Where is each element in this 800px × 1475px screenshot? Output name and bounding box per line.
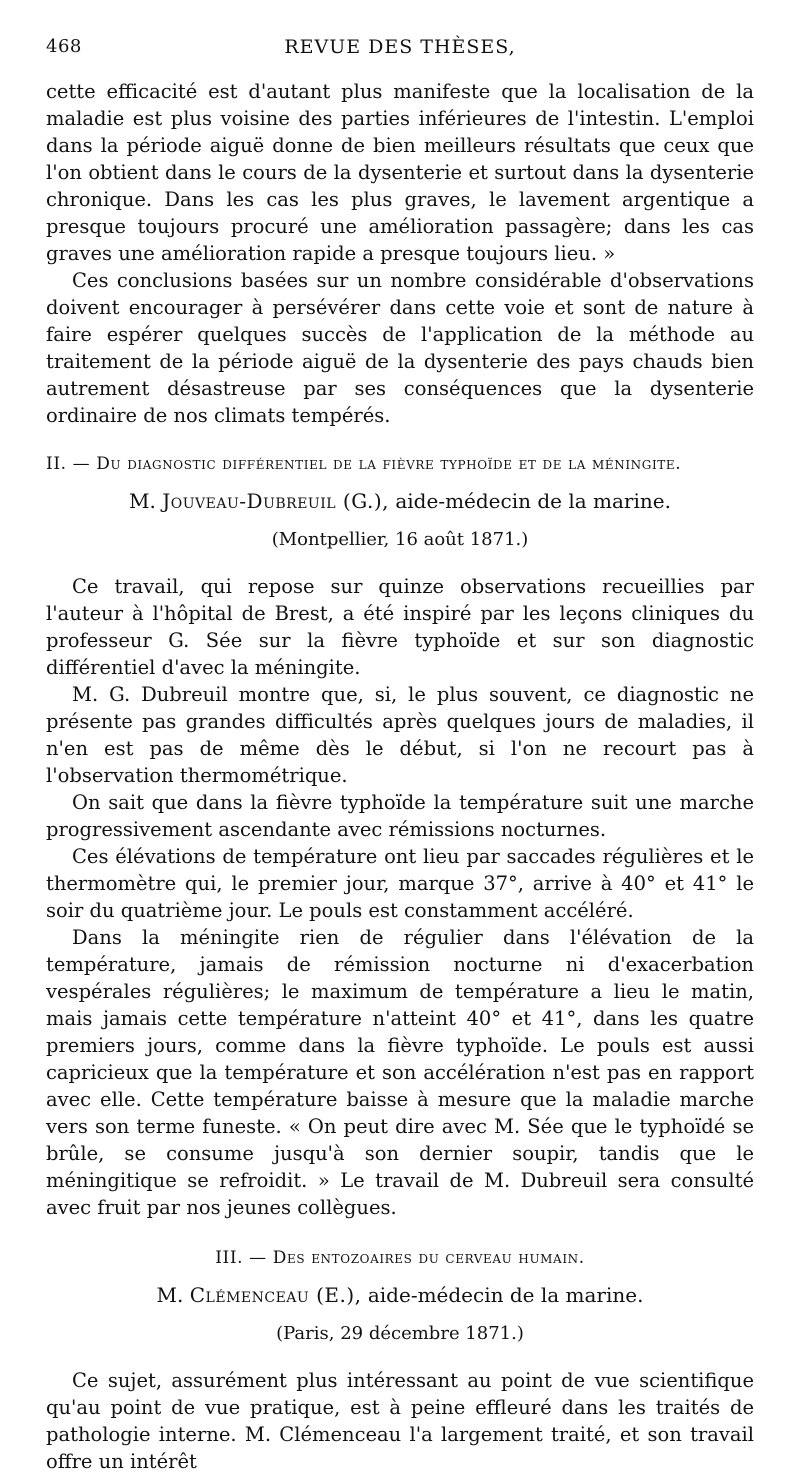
intro-paragraph-1: cette efficacité est d'autant plus manifeste que la localisation de la maladie est plus voisine des parties inférieures de l'intestin. L'emploi dans la période aiguë donne de bien meilleurs résultats que ceux que l'on obtient dans le cours de la dysenterie et surtout dans la dysenterie chronique. Dans les cas les plus graves, le lavement argentique a presque toujours procuré une amélioration passagère; dans les cas graves une amélioration rapide a presque toujours lieu. » [46,80,754,265]
section-iii-author-line [46,1281,754,1309]
section-ii-place-date: (Montpellier, 16 août 1871.) [271,529,529,550]
author-role: aide-médecin de la marine. [395,489,671,513]
section-iii-paragraph: Ce sujet, assurément plus intéressant au point de vue scientifique qu'au point de vue pratique, est à peine effleuré dans les traités de pathologie interne. M. Clémenceau l'a largement traité, et son travail offre un intérêt [46,1369,754,1473]
intro-paragraph-2: Ces conclusions basées sur un nombre considérable d'observations doivent encourager à persévérer dans cette voie et sont de nature à faire espérer quelques succès de l'application de la méthode au traitement de la période aiguë de la dysenterie des pays chauds bien autrement désastreuse par ses conséquences que la dysenterie ordinaire de nos climats tempérés. [46,269,754,427]
section-ii-paragraph: M. G. Dubreuil montre que, si, le plus souvent, ce diagnostic ne présente pas grandes difficultés après quelques jours de maladies, il n'en est pas de même dès le début, si l'on ne recourt pas à l'observation thermométrique. [46,683,754,787]
section-ii-paragraph: On sait que dans la fièvre typhoïde la température suit une marche progressivement ascendante avec rémissions nocturnes. [46,791,754,841]
section-iii-place-date: (Paris, 29 décembre 1871.) [276,1323,524,1344]
author-name: Clémenceau (E.), [189,1283,362,1307]
section-ii-paragraph: Ces élévations de température ont lieu par saccades régulières et le thermomètre qui, le premier jour, marque 37°, arrive à 40° et 41° le soir du quatrième jour. Le pouls est constamment accéléré. [46,845,754,922]
section-ii-author-line [46,487,754,515]
section-ii-paragraph: Dans la méningite rien de régulier dans l'élévation de la température, jamais de rémission nocturne ni d'exacerbation vespérales régulières; le maximum de température a lieu le matin, mais jamais cette température n'atteint 40° et 41°, dans les quatre premiers jours, comme dans la fièvre typhoïde. Le pouls est aussi capricieux que la température et son accélération n'est pas en rapport avec elle. Cette température baisse à mesure que la maladie marche vers son terme funeste. « On peut dire avec M. Sée que le typhoïdé se brûle, se consume jusqu'à son dernier soupir, tandis que le méningitique se refroidit. » Le travail de M. Dubreuil sera consulté avec fruit par nos jeunes collègues. [46,926,754,1219]
journal-title: REVUE DES THÈSES, [284,36,516,58]
author-name: Jouveau-Dubreuil (G.), [162,489,389,513]
page [46,36,754,1475]
section-ii-heading: II. — Du diagnostic différentiel de la fièvre typhoïde et de la méningite. [46,454,682,474]
author-prefix: M. [156,1283,184,1307]
running-head [46,36,754,66]
author-role: aide-médecin de la marine. [367,1283,644,1307]
section-ii-paragraph: Ce travail, qui repose sur quinze observations recueillies par l'auteur à l'hôpital de Brest, a été inspiré par les leçons cliniques du professeur G. Sée sur la fièvre typhoïde et sur son diagnostic différentiel d'avec la méningite. [46,575,754,679]
author-prefix: M. [129,489,156,513]
section-iii-heading: III. — Des entozoaires du cerveau humain. [215,1248,585,1268]
page-number: 468 [46,36,82,57]
